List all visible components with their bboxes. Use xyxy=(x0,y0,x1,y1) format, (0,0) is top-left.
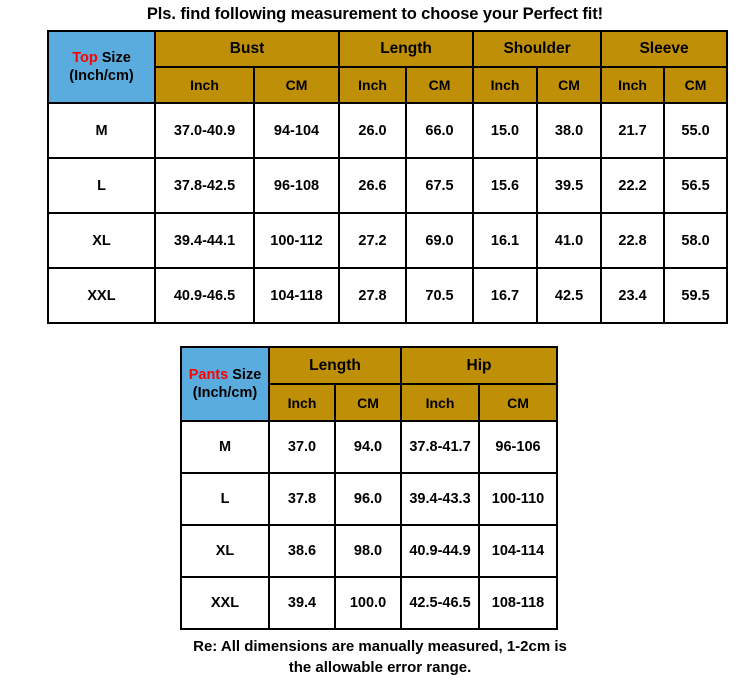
top-cell-shoulder-inch: 16.7 xyxy=(473,268,537,323)
pants-cell-hip-inch: 42.5-46.5 xyxy=(401,577,479,629)
top-unit-sleeve-inch: Inch xyxy=(601,67,664,103)
pants-unit-hip-cm: CM xyxy=(479,384,557,421)
top-cell-shoulder-cm: 41.0 xyxy=(537,213,601,268)
pants-row-size: L xyxy=(181,473,269,525)
top-cell-length-inch: 26.0 xyxy=(339,103,406,158)
top-row-size: L xyxy=(48,158,155,213)
top-size-table-container xyxy=(47,30,728,324)
top-unit-length-cm: CM xyxy=(406,67,473,103)
table-row xyxy=(181,577,557,629)
top-cell-length-cm: 66.0 xyxy=(406,103,473,158)
pants-cell-hip-cm: 108-118 xyxy=(479,577,557,629)
pants-table-group-header-row xyxy=(181,347,557,384)
top-size-table xyxy=(47,30,728,324)
pants-cell-hip-cm: 96-106 xyxy=(479,421,557,473)
pants-cell-hip-inch: 40.9-44.9 xyxy=(401,525,479,577)
pants-group-hip: Hip xyxy=(401,347,557,384)
top-row-size: XXL xyxy=(48,268,155,323)
pants-size-header-accent: Pants xyxy=(188,366,229,383)
top-cell-bust-inch: 39.4-44.1 xyxy=(155,213,254,268)
pants-unit-length-inch: Inch xyxy=(269,384,335,421)
table-row xyxy=(48,103,727,158)
top-size-header-rest: Size xyxy=(97,49,131,66)
top-group-shoulder: Shoulder xyxy=(473,31,601,67)
pants-cell-hip-inch: 37.8-41.7 xyxy=(401,421,479,473)
measurement-note: Re: All dimensions are manually measured, 1-2cm is the allowable error range. xyxy=(193,638,567,676)
top-cell-shoulder-inch: 15.0 xyxy=(473,103,537,158)
top-cell-length-cm: 67.5 xyxy=(406,158,473,213)
top-cell-shoulder-cm: 42.5 xyxy=(537,268,601,323)
pants-cell-length-inch: 37.0 xyxy=(269,421,335,473)
top-size-header-accent: Top xyxy=(72,49,98,66)
top-cell-length-inch: 27.2 xyxy=(339,213,406,268)
pants-size-table-container xyxy=(180,346,558,630)
pants-row-size: XXL xyxy=(181,577,269,629)
top-cell-bust-cm: 94-104 xyxy=(254,103,339,158)
top-cell-shoulder-cm: 38.0 xyxy=(537,103,601,158)
top-cell-shoulder-inch: 16.1 xyxy=(473,213,537,268)
top-cell-length-inch: 26.6 xyxy=(339,158,406,213)
top-cell-sleeve-cm: 59.5 xyxy=(664,268,727,323)
top-cell-bust-inch: 40.9-46.5 xyxy=(155,268,254,323)
pants-cell-length-inch: 38.6 xyxy=(269,525,335,577)
top-cell-length-cm: 69.0 xyxy=(406,213,473,268)
top-unit-bust-cm: CM xyxy=(254,67,339,103)
top-cell-bust-cm: 104-118 xyxy=(254,268,339,323)
pants-cell-length-cm: 98.0 xyxy=(335,525,401,577)
top-cell-shoulder-inch: 15.6 xyxy=(473,158,537,213)
pants-cell-length-cm: 100.0 xyxy=(335,577,401,629)
table-row xyxy=(181,525,557,577)
pants-cell-length-inch: 37.8 xyxy=(269,473,335,525)
top-cell-length-inch: 27.8 xyxy=(339,268,406,323)
top-row-size: XL xyxy=(48,213,155,268)
table-row xyxy=(48,213,727,268)
pants-group-length: Length xyxy=(269,347,401,384)
top-cell-sleeve-cm: 56.5 xyxy=(664,158,727,213)
top-size-header-cell xyxy=(48,31,155,103)
pants-row-size: XL xyxy=(181,525,269,577)
top-cell-sleeve-inch: 23.4 xyxy=(601,268,664,323)
top-cell-sleeve-cm: 58.0 xyxy=(664,213,727,268)
pants-size-header-rest: Size xyxy=(228,366,262,383)
top-cell-bust-cm: 96-108 xyxy=(254,158,339,213)
top-group-sleeve: Sleeve xyxy=(601,31,727,67)
top-group-length: Length xyxy=(339,31,473,67)
top-size-header-sub: (Inch/cm) xyxy=(69,68,134,84)
pants-size-header-sub: (Inch/cm) xyxy=(192,385,258,401)
top-table-group-header-row xyxy=(48,31,727,67)
top-cell-sleeve-cm: 55.0 xyxy=(664,103,727,158)
top-unit-sleeve-cm: CM xyxy=(664,67,727,103)
top-unit-length-inch: Inch xyxy=(339,67,406,103)
table-row xyxy=(48,268,727,323)
top-cell-bust-cm: 100-112 xyxy=(254,213,339,268)
pants-cell-hip-inch: 39.4-43.3 xyxy=(401,473,479,525)
top-group-bust: Bust xyxy=(155,31,339,67)
pants-cell-length-inch: 39.4 xyxy=(269,577,335,629)
pants-row-size: M xyxy=(181,421,269,473)
pants-size-table xyxy=(180,346,558,630)
pants-cell-length-cm: 94.0 xyxy=(335,421,401,473)
top-cell-sleeve-inch: 22.2 xyxy=(601,158,664,213)
top-cell-sleeve-inch: 22.8 xyxy=(601,213,664,268)
table-row xyxy=(48,158,727,213)
table-row xyxy=(181,421,557,473)
pants-cell-hip-cm: 104-114 xyxy=(479,525,557,577)
top-cell-length-cm: 70.5 xyxy=(406,268,473,323)
pants-cell-hip-cm: 100-110 xyxy=(479,473,557,525)
top-cell-bust-inch: 37.0-40.9 xyxy=(155,103,254,158)
top-cell-sleeve-inch: 21.7 xyxy=(601,103,664,158)
pants-cell-length-cm: 96.0 xyxy=(335,473,401,525)
table-row xyxy=(181,473,557,525)
top-unit-bust-inch: Inch xyxy=(155,67,254,103)
pants-unit-length-cm: CM xyxy=(335,384,401,421)
top-cell-shoulder-cm: 39.5 xyxy=(537,158,601,213)
pants-size-header-cell xyxy=(181,347,269,421)
top-row-size: M xyxy=(48,103,155,158)
top-cell-bust-inch: 37.8-42.5 xyxy=(155,158,254,213)
page-title: Pls. find following measurement to choose your Perfect fit! xyxy=(146,5,604,23)
top-unit-shoulder-inch: Inch xyxy=(473,67,537,103)
top-unit-shoulder-cm: CM xyxy=(537,67,601,103)
pants-unit-hip-inch: Inch xyxy=(401,384,479,421)
